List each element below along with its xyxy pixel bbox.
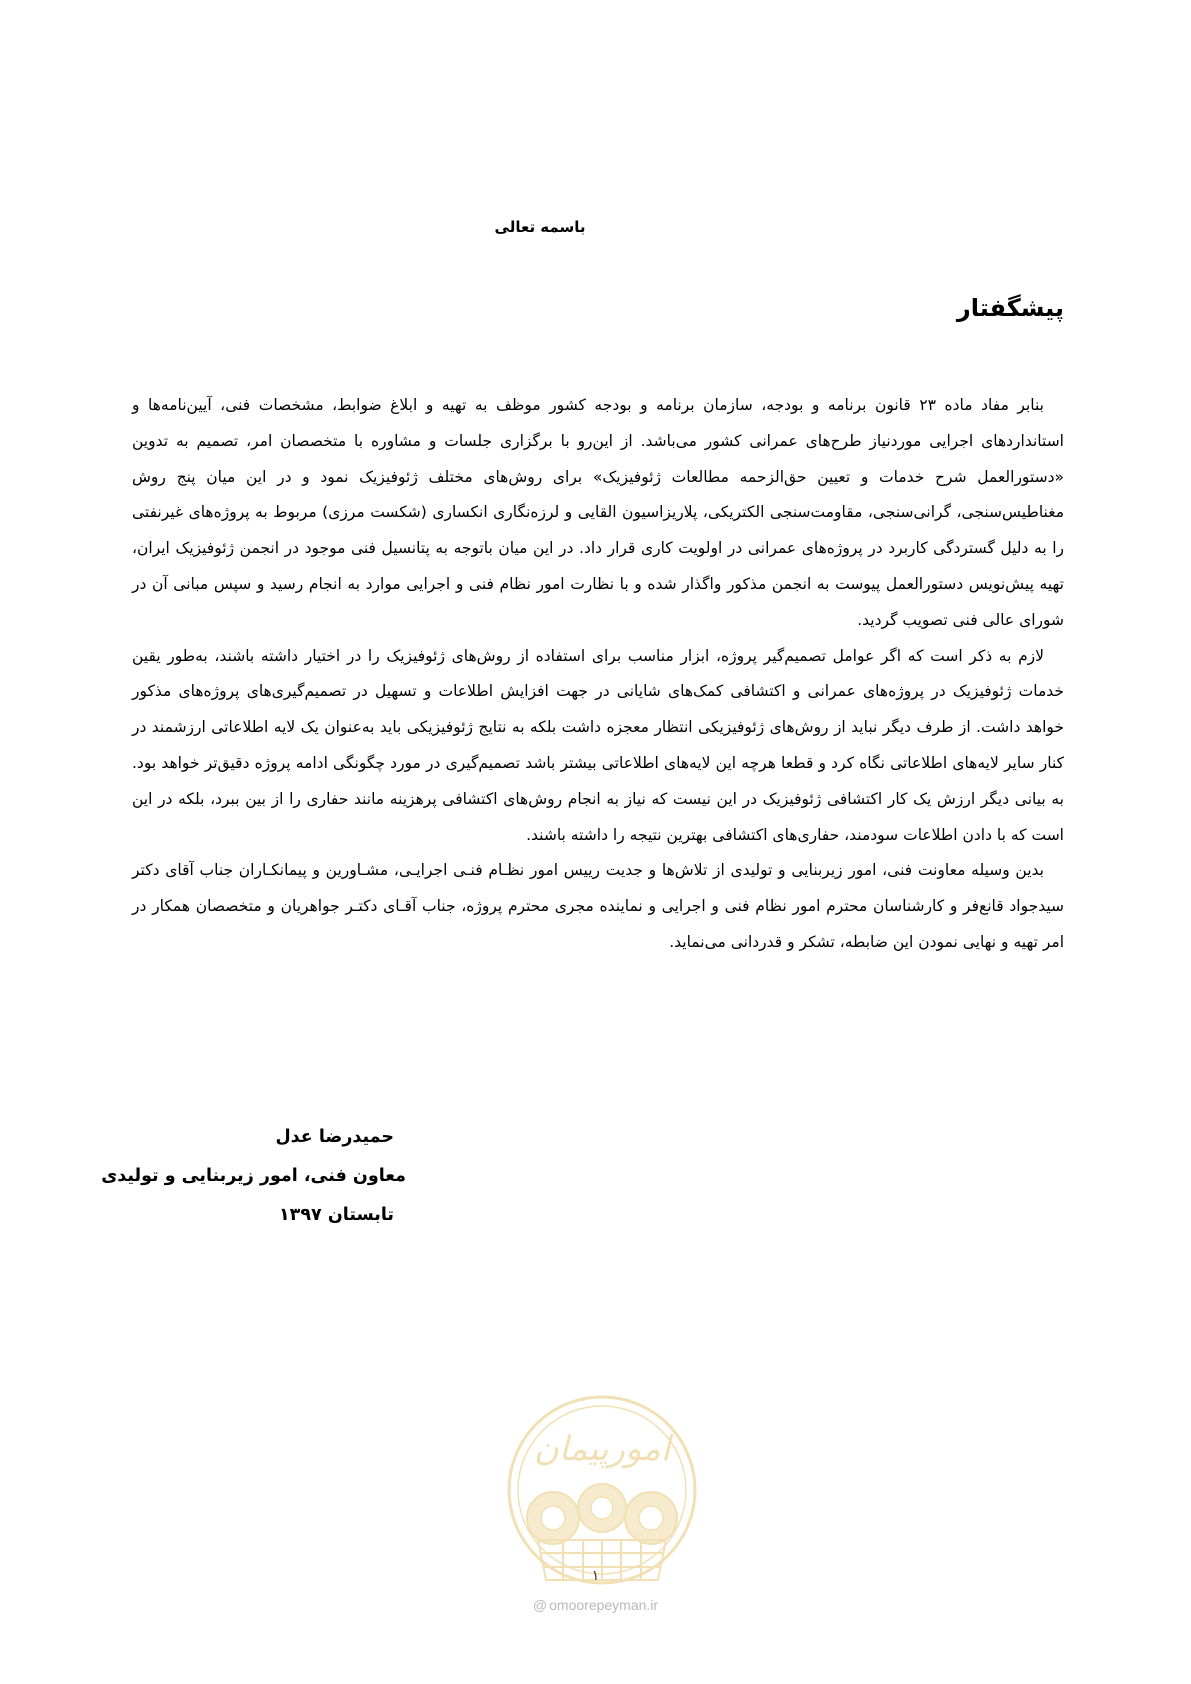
paragraph-1: بنابر مفاد ماده ۲۳ قانون برنامه و بودجه، سازمان برنامه و بودجه کشور موظف به تهیه و ابلاغ ضوابط، مشخصات فنی، آیین‌نامه‌ها و استانداردهای اجرایی موردنیاز طرح‌های عمرانی کشور می‌باشد. از این‌رو با برگزاری جلسات و مشاوره با متخصصان امر، تصمیم به تدوین «دستورالعمل شرح خدمات و تعیین حق‌الزحمه مطالعات ژئوفیزیک» برای روش‌های مختلف ژئوفیزیک نمود و در این میان پنج روش مغناطیس‌سنجی، گرانی‌سنجی، مقاومت‌سنجی الکتریکی، پلاریزاسیون القایی و لرزه‌نگاری انکساری (شکست مرزی) مربوط به پروژه‌های غیرنفتی را به دلیل گستردگی کاربرد در پروژه‌های عمرانی در اولویت کاری قرار داد. در این میان باتوجه به پتانسیل فنی موجود در انجمن ژئوفیزیک ایران، تهیه پیش‌نویس دستورالعمل پیوست به انجمن مذکور واگذار شده و با نظارت امور نظام فنی و اجرایی موارد به انجام رسید و سپس مبانی آن در شورای عالی فنی تصویب گردید. — [132, 396, 1064, 629]
at-icon: @ — [532, 1597, 548, 1613]
signatory-name: حمیدرضا عدل — [275, 1127, 394, 1147]
page-number: ۱ — [591, 1568, 600, 1584]
signatory-title: معاون فنی، امور زیربنایی و تولیدی — [101, 1166, 406, 1186]
watermark-script-text: امورپیمان — [533, 1429, 671, 1469]
paragraph-2: لازم به ذکر است که اگر عوامل تصمیم‌گیر پروژه، ابزار مناسب برای استفاده از روش‌های ژئوفیزیک را در اختیار داشته باشند، به‌طور یقین خدمات ژئوفیزیک در پروژه‌های عمرانی و اکتشافی کمک‌های شایانی در جهت افزایش اطلاعات و تسهیل در تصمیم‌گیری‌های پروژه‌های مذکور خواهد داشت. از طرف دیگر نباید از روش‌های ژئوفیزیکی انتظار معجزه داشت بلکه به نتایج ژئوفیزیکی باید به‌عنوان یک لایه اطلاعاتی ارزشمند در کنار سایر لایه‌های اطلاعاتی نگاه کرد و قطعا هرچه این لایه‌های اطلاعاتی بیشتر باشد تصمیم‌گیری در مورد چگونگی ادامه پروژه دقیق‌تر خواهد بود. به بیانی دیگر ارزش یک کار اکتشافی ژئوفیزیک در این نیست که نیاز به انجام روش‌های اکتشافی پرهزینه مانند حفاری را از بین ببرد، بلکه در این است که با دادن اطلاعات سودمند، حفاری‌های اکتشافی بهترین نتیجه را داشته باشند. — [132, 646, 1064, 844]
signature-date: تابستان ۱۳۹۷ — [279, 1205, 394, 1225]
preface-body — [132, 388, 1064, 961]
invocation-heading: باسمه تعالی — [494, 218, 586, 236]
paragraph-3: بدین وسیله معاونت فنی، امور زیربنایی و تولیدی از تلاش‌ها و جدیت رییس امور نظـام فنـی اجرایـی، مشـاورین و پیمانکـاران جناب آقای دکتر سیدجواد قانع‌فر و کارشناسان محترم امور نظام فنی و اجرایی و نماینده مجری محترم پروژه، جناب آقـای دکتـر جواهریان و متخصصان همکار در امر تهیه و نهایی نمودن این ضابطه، تشکر و قدردانی می‌نماید. — [132, 861, 1064, 951]
website-watermark — [0, 1597, 1191, 1613]
website-url: omoorepeyman.ir — [549, 1597, 659, 1613]
page-title: پیشگفتار — [956, 294, 1064, 322]
signature-block — [101, 1118, 406, 1235]
